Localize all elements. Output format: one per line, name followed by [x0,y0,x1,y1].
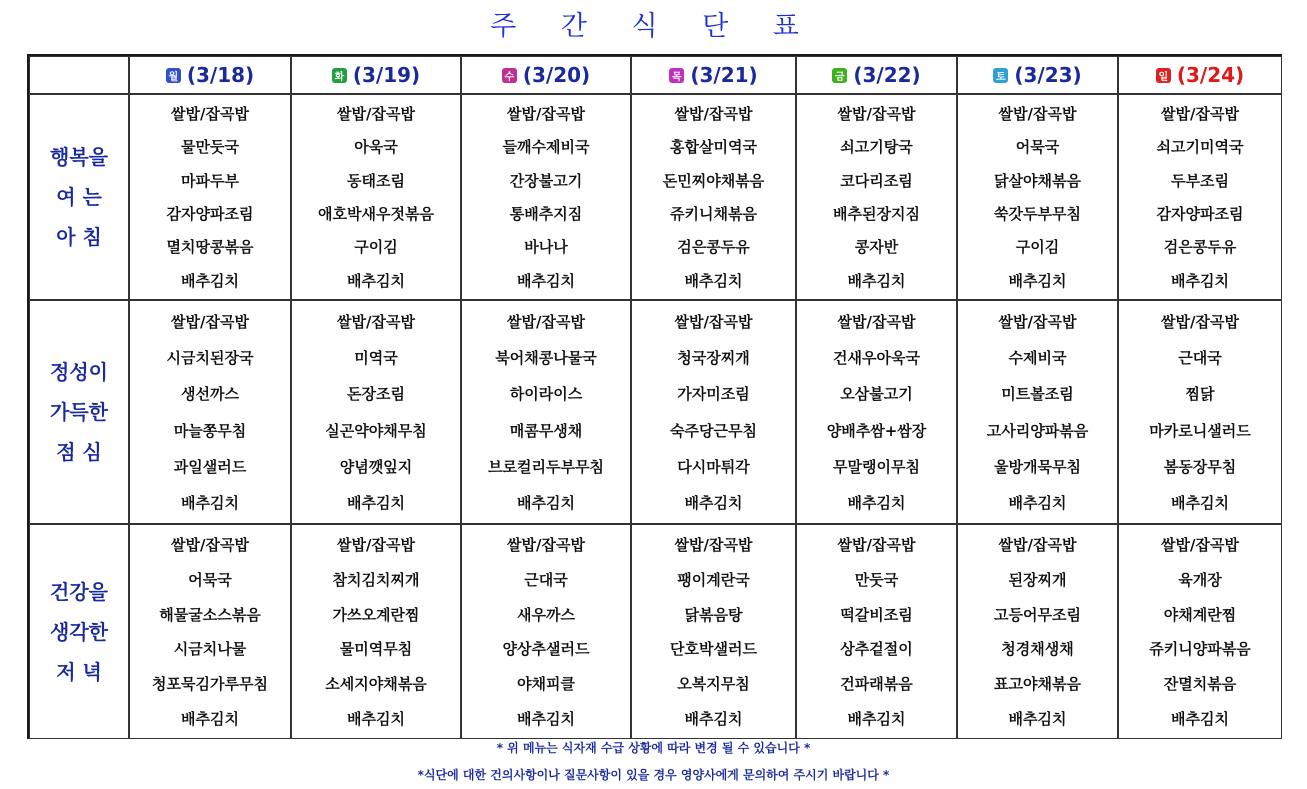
menu-item: 감자양파조림 [1156,205,1244,224]
menu-item: 배추김치 [517,271,575,290]
menu-item: 쇠고기미역국 [1156,138,1244,157]
menu-item: 배추김치 [347,710,405,729]
day-icon: 토 [993,68,1008,83]
menu-item: 해물굴소스볶음 [159,605,261,624]
menu-item: 배추김치 [1008,271,1067,290]
menu-item: 쌀밥/잡곡밥 [998,105,1077,124]
menu-item: 하이라이스 [509,385,583,404]
menu-item: 배추김치 [847,710,906,729]
menu-item: 청경채생채 [1001,640,1074,659]
menu-cell [1118,524,1282,739]
menu-item: 배추김치 [181,271,239,290]
menu-item: 구이김 [354,238,398,257]
menu-item: 간장불고기 [509,171,583,190]
menu-item: 바나나 [524,238,568,257]
meal-label-line: 여 는 [56,185,102,209]
menu-item: 건새우아욱국 [833,348,920,367]
menu-cell [796,94,957,300]
day-date-label: (3/20) [522,63,591,87]
menu-item: 된장찌개 [1008,570,1067,589]
menu-cell [291,94,461,300]
meal-label-cell [29,94,129,300]
menu-item: 닭볶음탕 [684,605,743,624]
menu-item: 배추김치 [1171,710,1229,729]
menu-item: 야채계란찜 [1163,605,1237,624]
menu-item: 쌀밥/잡곡밥 [337,535,415,554]
menu-item: 통배추지짐 [509,205,583,224]
day-icon: 월 [166,68,181,83]
menu-item: 쌀밥/잡곡밥 [998,535,1077,554]
menu-item: 찜닭 [1185,385,1215,404]
note-contact-dietitian: *식단에 대한 건의사항이나 질문사항이 있을 경우 영양사에게 문의하여 주시기 바랍니다 * [417,768,890,782]
meal-label-line: 저 녁 [56,659,102,684]
menu-item: 울방개묵무침 [994,457,1081,476]
menu-cell [796,524,957,739]
meal-label-line: 행복을 [50,145,108,169]
menu-item: 봄동장무침 [1163,457,1237,476]
meal-label-line: 가득한 [50,400,108,424]
menu-item: 배추김치 [684,271,743,290]
day-icon: 일 [1156,68,1171,83]
menu-item: 시금치나물 [173,640,247,659]
day-date-label: (3/22) [853,63,921,87]
menu-item: 애호박새우젓볶음 [318,205,434,224]
day-icon: 수 [502,68,517,83]
menu-item: 코다리조림 [840,171,913,190]
menu-cell [957,94,1118,300]
menu-item: 시금치된장국 [166,348,254,367]
menu-item: 구이김 [1015,238,1060,257]
menu-item: 참치김치찌개 [332,570,420,589]
menu-item: 양배추쌈+쌈장 [826,421,927,440]
day-header [631,56,796,94]
menu-item: 쌀밥/잡곡밥 [1161,105,1239,124]
meal-label-line: 건강을 [50,579,108,604]
menu-item: 새우까스 [517,605,575,624]
menu-cell [957,300,1118,524]
menu-item: 숙주당근무침 [670,421,757,440]
menu-cell [461,300,631,524]
day-header [796,56,957,94]
menu-item: 잔멸치볶음 [1163,675,1237,694]
menu-item: 배추김치 [181,494,239,513]
menu-item: 배추김치 [1008,710,1067,729]
menu-item: 마파두부 [181,171,239,190]
day-header [129,56,291,94]
menu-item: 쌀밥/잡곡밥 [171,535,249,554]
menu-item: 팽이계란국 [677,570,750,589]
menu-item: 어묵국 [188,570,232,589]
menu-item: 건파래볶음 [840,675,913,694]
day-icon: 목 [669,68,684,83]
meal-label-cell [29,524,129,739]
menu-item: 오복지무침 [677,675,750,694]
menu-item: 고사리양파볶음 [986,421,1089,440]
menu-cell [291,300,461,524]
menu-item: 쥬키니양파볶음 [1149,640,1251,659]
menu-cell [631,524,796,739]
menu-cell [129,524,291,739]
day-icon: 금 [832,68,847,83]
menu-item: 멸치땅콩볶음 [166,238,254,257]
menu-cell [1118,94,1282,300]
menu-item: 아욱국 [354,138,398,157]
menu-item: 쌀밥/잡곡밥 [507,535,585,554]
menu-item: 양념깻잎지 [339,457,413,476]
menu-item: 미역국 [354,348,398,367]
menu-cell [291,524,461,739]
menu-item: 야채피클 [517,675,575,694]
menu-item: 쌀밥/잡곡밥 [674,312,753,331]
menu-item: 떡갈비조림 [840,605,913,624]
menu-item: 배추김치 [347,494,405,513]
menu-item: 과일샐러드 [173,457,247,476]
menu-item: 배추김치 [1171,494,1229,513]
menu-item: 검은콩두유 [1163,238,1237,257]
menu-item: 오삼불고기 [840,385,913,404]
meal-label-line: 정성이 [50,360,108,384]
menu-item: 배추김치 [847,271,906,290]
menu-item: 배추김치 [847,494,906,513]
menu-item: 미트볼조림 [1001,385,1074,404]
menu-item: 콩자반 [854,238,899,257]
menu-item: 소세지야채볶음 [325,675,427,694]
menu-item: 쌀밥/잡곡밥 [837,535,916,554]
menu-item: 청포묵김가루무침 [152,675,268,694]
menu-item: 배추김치 [1171,271,1229,290]
menu-item: 물미역무침 [339,640,413,659]
menu-item: 표고야채볶음 [994,675,1081,694]
menu-item: 물만둣국 [181,138,239,157]
menu-item: 쌀밥/잡곡밥 [507,105,585,124]
menu-item: 배추김치 [517,494,575,513]
menu-item: 검은콩두유 [677,238,750,257]
menu-item: 가쓰오계란찜 [332,605,420,624]
menu-item: 쑥갓두부무침 [994,205,1081,224]
menu-cell [461,524,631,739]
menu-item: 배추김치 [517,710,575,729]
day-date-label: (3/24) [1176,63,1245,87]
menu-cell [631,300,796,524]
menu-item: 다시마튀각 [677,457,750,476]
menu-item: 감자양파조림 [166,205,254,224]
menu-item: 쌀밥/잡곡밥 [171,312,249,331]
corner-cell [29,56,129,94]
day-date-label: (3/21) [690,63,758,87]
menu-cell [631,94,796,300]
menu-item: 가자미조림 [677,385,750,404]
menu-item: 쇠고기탕국 [840,138,913,157]
menu-item: 만둣국 [854,570,899,589]
day-icon: 화 [332,68,347,83]
menu-item: 쌀밥/잡곡밥 [337,312,415,331]
menu-item: 배추김치 [1008,494,1067,513]
menu-item: 브로컬리두부무침 [488,457,604,476]
menu-cell [129,300,291,524]
menu-item: 배추김치 [181,710,239,729]
menu-item: 생선까스 [181,385,239,404]
menu-item: 쥬키니채볶음 [670,205,757,224]
menu-item: 마늘쫑무침 [173,421,247,440]
day-header [291,56,461,94]
menu-item: 배추된장지짐 [833,205,920,224]
menu-item: 쌀밥/잡곡밥 [507,312,585,331]
menu-item: 동태조림 [347,171,405,190]
menu-item: 돈장조림 [347,385,405,404]
note-menu-change: * 위 메뉴는 식자재 수급 상황에 따라 변경 될 수 있습니다 * [496,741,811,755]
menu-item: 어묵국 [1015,138,1060,157]
menu-item: 육개장 [1178,570,1222,589]
menu-cell [461,94,631,300]
day-header [1118,56,1282,94]
menu-item: 쌀밥/잡곡밥 [837,105,916,124]
meal-label-line: 생각한 [50,619,108,644]
menu-item: 양상추샐러드 [502,640,590,659]
menu-item: 매콤무생채 [509,421,583,440]
day-date-label: (3/18) [186,63,255,87]
menu-item: 배추김치 [347,271,405,290]
menu-cell [796,300,957,524]
menu-item: 들깨수제비국 [502,138,590,157]
menu-item: 상추겉절이 [840,640,913,659]
menu-item: 배추김치 [684,494,743,513]
menu-item: 홍합살미역국 [670,138,757,157]
menu-item: 실곤약야채무침 [325,421,427,440]
menu-item: 쌀밥/잡곡밥 [674,535,753,554]
menu-item: 쌀밥/잡곡밥 [1161,535,1239,554]
menu-item: 배추김치 [684,710,743,729]
menu-cell [957,524,1118,739]
menu-item: 근대국 [524,570,568,589]
menu-item: 단호박샐러드 [670,640,757,659]
menu-item: 쌀밥/잡곡밥 [674,105,753,124]
menu-item: 쌀밥/잡곡밥 [1161,312,1239,331]
meal-label-cell [29,300,129,524]
weekly-menu-table [27,54,1282,739]
menu-item: 돈민찌야채볶음 [662,171,765,190]
menu-cell [129,94,291,300]
meal-label-line: 점 심 [56,440,102,464]
menu-item: 쌀밥/잡곡밥 [837,312,916,331]
page-title: 주 간 식 단 표 [490,11,817,42]
menu-item: 마카로니샐러드 [1149,421,1251,440]
day-header [957,56,1118,94]
menu-item: 근대국 [1178,348,1222,367]
day-header [461,56,631,94]
menu-item: 쌀밥/잡곡밥 [337,105,415,124]
menu-item: 쌀밥/잡곡밥 [998,312,1077,331]
menu-cell [1118,300,1282,524]
day-date-label: (3/23) [1014,63,1082,87]
menu-item: 북어채콩나물국 [495,348,597,367]
meal-label-line: 아 침 [56,225,102,249]
menu-item: 닭살야채볶음 [994,171,1081,190]
menu-item: 수제비국 [1008,348,1067,367]
menu-item: 무말랭이무침 [833,457,920,476]
day-date-label: (3/19) [352,63,421,87]
menu-item: 두부조림 [1171,171,1229,190]
menu-item: 쌀밥/잡곡밥 [171,105,249,124]
menu-item: 고등어무조림 [994,605,1081,624]
menu-item: 청국장찌개 [677,348,750,367]
